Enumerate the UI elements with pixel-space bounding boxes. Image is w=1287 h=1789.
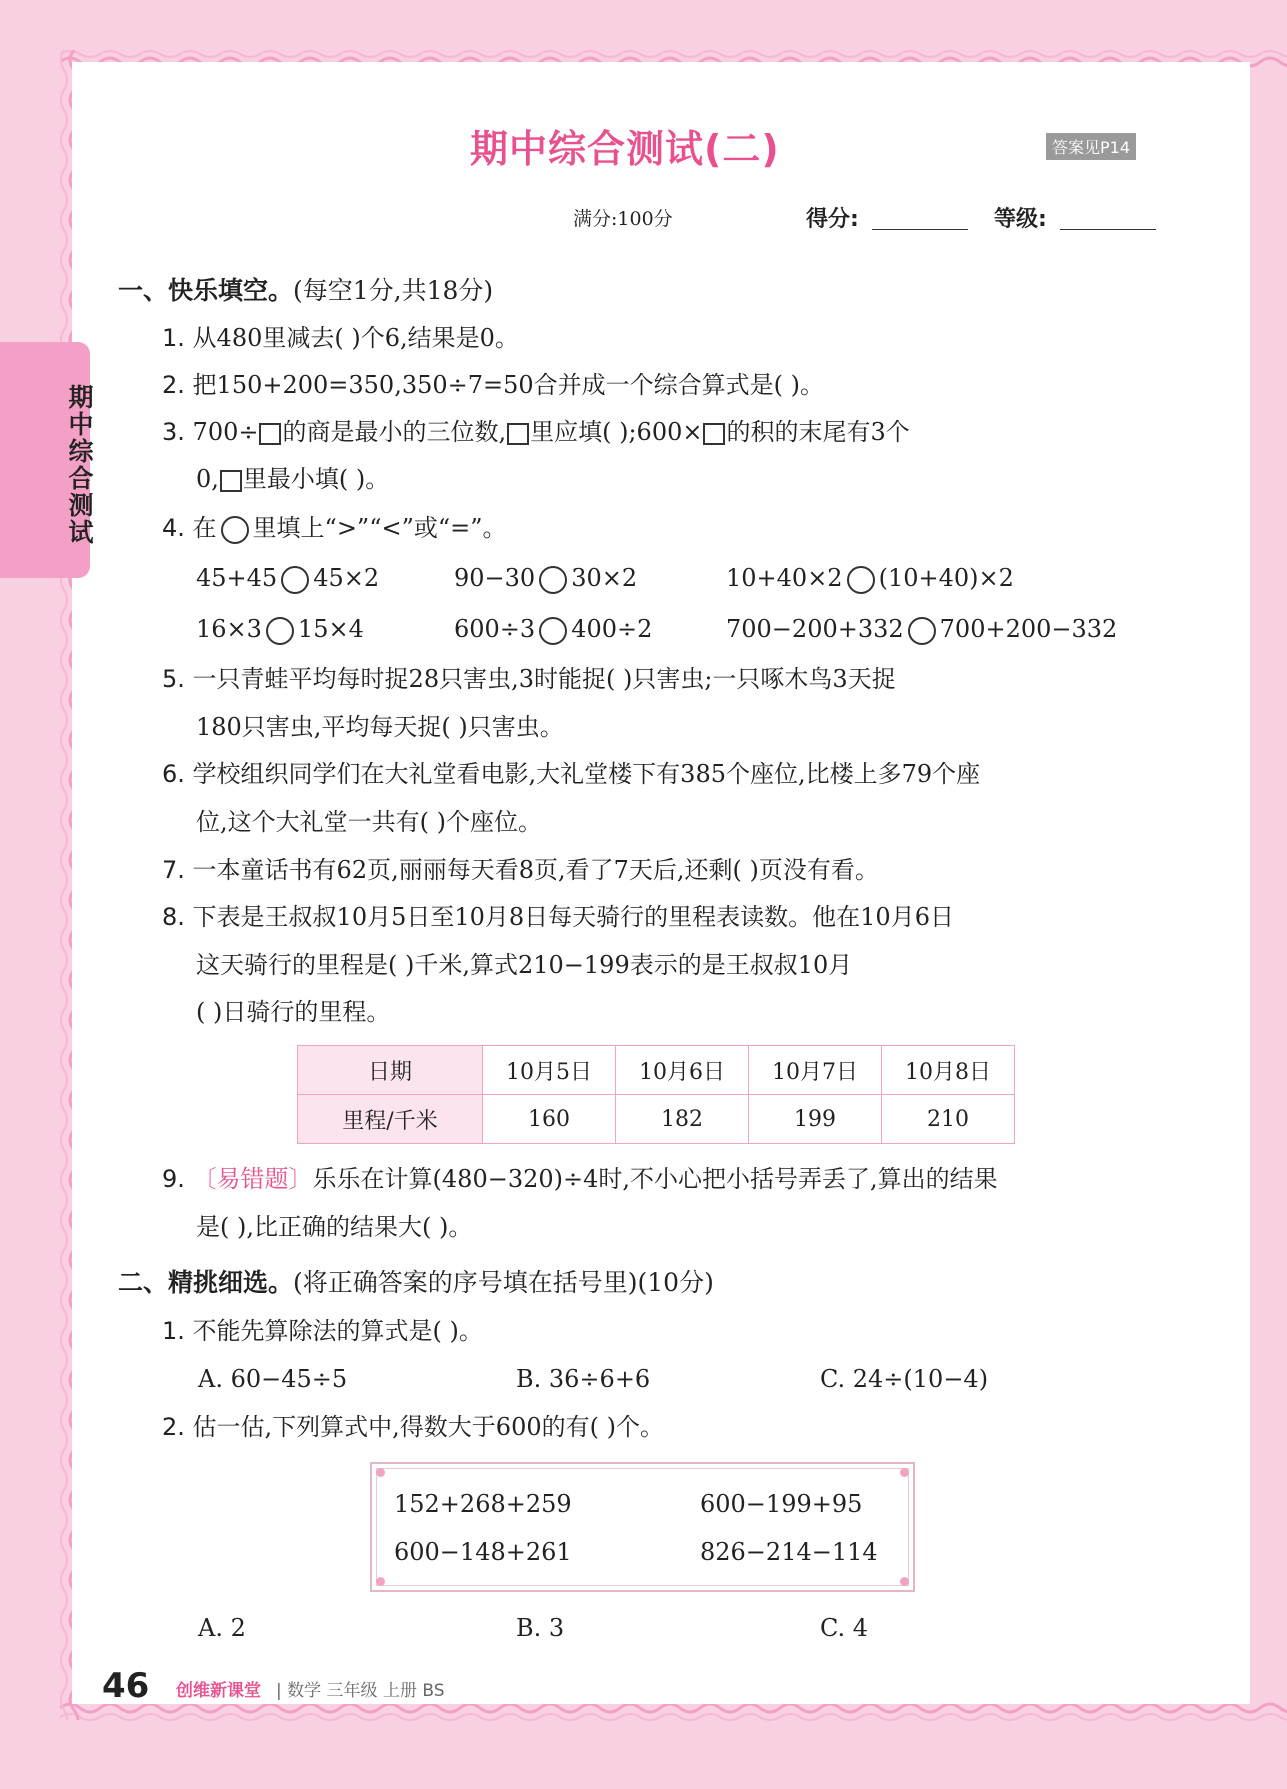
score-blank[interactable]	[872, 229, 968, 230]
square-box-icon	[703, 423, 725, 445]
question-1-2	[162, 369, 824, 401]
question-1-8-cont: 这天骑行的里程是( )千米,算式210−199表示的是王叔叔10月	[196, 951, 853, 979]
expr-right: (10+40)×2	[878, 564, 1014, 592]
section-2-note: (将正确答案的序号填在括号里)(10分)	[293, 1268, 714, 1297]
page-title: 期中综合测试(二)	[470, 127, 780, 171]
table-row	[298, 1046, 1015, 1095]
expression: 152+268+259	[394, 1490, 572, 1518]
question-text: 的积的末尾有3个	[726, 418, 910, 446]
table-row	[298, 1095, 1015, 1144]
question-text: 0,	[196, 465, 219, 493]
question-2-2	[162, 1411, 664, 1443]
question-text: 学校组织同学们在大礼堂看电影,大礼堂楼下有385个座位,比楼上多79个座	[192, 760, 981, 788]
answer-reference-badge: 答案见P14	[1046, 133, 1136, 160]
expr-right: 15×4	[297, 615, 364, 643]
section-1-heading	[118, 275, 493, 307]
compare-circle[interactable]	[539, 617, 567, 645]
question-1-6	[162, 758, 980, 790]
expr-left: 600÷3	[454, 615, 536, 643]
question-text: 里填上“>”“<”或“=”。	[252, 514, 507, 542]
question-number: 2.	[162, 1413, 185, 1441]
option-c[interactable]: C. 24÷(10−4)	[820, 1365, 989, 1393]
book-info: | 数学 三年级 上册 BS	[276, 1681, 445, 1701]
brand-name: 创维新课堂	[176, 1681, 261, 1701]
question-1-8	[162, 901, 954, 933]
table-header-cell: 日期	[298, 1046, 483, 1095]
expression-box	[370, 1462, 915, 1592]
mileage-table	[297, 1045, 1015, 1144]
compare-item	[454, 613, 652, 645]
square-box-icon	[259, 423, 281, 445]
square-box-icon	[507, 423, 529, 445]
question-text: 下表是王叔叔10月5日至10月8日每天骑行的里程表读数。他在10月6日	[192, 903, 954, 931]
question-1-9-cont: 是( ),比正确的结果大( )。	[196, 1213, 473, 1241]
question-text: 一只青蛙平均每时捉28只害虫,3时能捉( )只害虫;一只啄木鸟3天捉	[192, 665, 896, 693]
expr-left: 16×3	[196, 615, 262, 643]
table-cell: 10月8日	[882, 1046, 1015, 1095]
expr-left: 10+40×2	[726, 564, 843, 592]
question-text: 不能先算除法的算式是( )。	[192, 1317, 483, 1345]
compare-item	[726, 613, 1117, 645]
option-a[interactable]: A. 2	[198, 1614, 246, 1642]
score-label: 得分:	[806, 207, 859, 232]
question-number: 6.	[162, 760, 185, 788]
compare-item	[454, 562, 637, 594]
compare-item	[196, 613, 364, 645]
section-1-note: (每空1分,共18分)	[293, 276, 494, 305]
question-1-3	[162, 416, 910, 448]
error-prone-tag: 〔易错题〕	[192, 1165, 313, 1193]
question-1-3-cont	[196, 463, 389, 495]
question-text: 估一估,下列算式中,得数大于600的有( )个。	[192, 1413, 664, 1441]
option-c[interactable]: C. 4	[820, 1614, 869, 1642]
grade-label: 等级:	[994, 207, 1047, 232]
section-1-title: 一、快乐填空。	[118, 276, 294, 305]
table-header-cell: 里程/千米	[298, 1095, 483, 1144]
page-number: 46	[102, 1666, 150, 1706]
grade-blank[interactable]	[1060, 229, 1156, 230]
option-a[interactable]: A. 60−45÷5	[198, 1365, 348, 1393]
expression: 600−148+261	[394, 1538, 572, 1566]
compare-circle[interactable]	[908, 617, 936, 645]
question-text: 乐乐在计算(480−320)÷4时,不小心把小括号弄丢了,算出的结果	[312, 1165, 998, 1193]
question-1-7	[162, 854, 879, 886]
circle-blank-icon	[221, 516, 249, 544]
question-number: 1.	[162, 1317, 185, 1345]
question-1-6-cont: 位,这个大礼堂一共有( )个座位。	[196, 808, 542, 836]
question-1-4	[162, 512, 507, 544]
question-text: 从480里减去( )个6,结果是0。	[192, 324, 519, 352]
section-2-heading	[118, 1267, 714, 1299]
table-cell: 10月7日	[749, 1046, 882, 1095]
corner-dot	[900, 1468, 909, 1477]
compare-circle[interactable]	[281, 566, 309, 594]
question-text: 里最小填( )。	[242, 465, 390, 493]
table-cell: 182	[616, 1095, 749, 1144]
corner-dot	[376, 1468, 385, 1477]
compare-circle[interactable]	[847, 566, 875, 594]
question-number: 7.	[162, 856, 185, 884]
question-number: 2.	[162, 371, 185, 399]
compare-circle[interactable]	[266, 617, 294, 645]
expression: 600−199+95	[700, 1490, 863, 1518]
question-text: 700÷	[192, 418, 259, 446]
option-b[interactable]: B. 3	[516, 1614, 565, 1642]
expr-right: 700+200−332	[939, 615, 1118, 643]
question-text: 在	[192, 514, 217, 542]
compare-item	[196, 562, 379, 594]
table-cell: 199	[749, 1095, 882, 1144]
corner-dot	[376, 1577, 385, 1586]
question-number: 4.	[162, 514, 185, 542]
option-b[interactable]: B. 36÷6+6	[516, 1365, 651, 1393]
question-text: 一本童话书有62页,丽丽每天看8页,看了7天后,还剩( )页没有看。	[192, 856, 879, 884]
full-score: 满分:100分	[573, 208, 673, 230]
expr-right: 45×2	[313, 564, 380, 592]
side-tab-label: 期中综合测试	[65, 384, 94, 546]
expr-left: 700−200+332	[726, 615, 904, 643]
question-1-5-cont: 180只害虫,平均每天捉( )只害虫。	[196, 713, 564, 741]
compare-circle[interactable]	[539, 566, 567, 594]
square-box-icon	[220, 470, 242, 492]
expr-left: 90−30	[454, 564, 536, 592]
section-2-title: 二、精挑细选。	[118, 1268, 294, 1297]
compare-item	[726, 562, 1014, 594]
question-1-5	[162, 663, 896, 695]
expr-right: 400÷2	[571, 615, 653, 643]
question-number: 8.	[162, 903, 185, 931]
table-cell: 160	[483, 1095, 616, 1144]
question-2-1	[162, 1315, 483, 1347]
question-number: 3.	[162, 418, 185, 446]
expression: 826−214−114	[700, 1538, 878, 1566]
expr-right: 30×2	[571, 564, 638, 592]
question-1-8-cont: ( )日骑行的里程。	[196, 998, 391, 1026]
question-number: 9.	[162, 1165, 185, 1193]
table-cell: 10月6日	[616, 1046, 749, 1095]
table-cell: 10月5日	[483, 1046, 616, 1095]
question-number: 1.	[162, 324, 185, 352]
question-text: 里应填( );600×	[530, 418, 703, 446]
question-1-9	[162, 1163, 998, 1195]
expr-left: 45+45	[196, 564, 278, 592]
question-text: 的商是最小的三位数,	[282, 418, 507, 446]
question-number: 5.	[162, 665, 185, 693]
question-text: 把150+200=350,350÷7=50合并成一个综合算式是( )。	[192, 371, 825, 399]
question-1-1	[162, 322, 519, 354]
table-cell: 210	[882, 1095, 1015, 1144]
corner-dot	[900, 1577, 909, 1586]
